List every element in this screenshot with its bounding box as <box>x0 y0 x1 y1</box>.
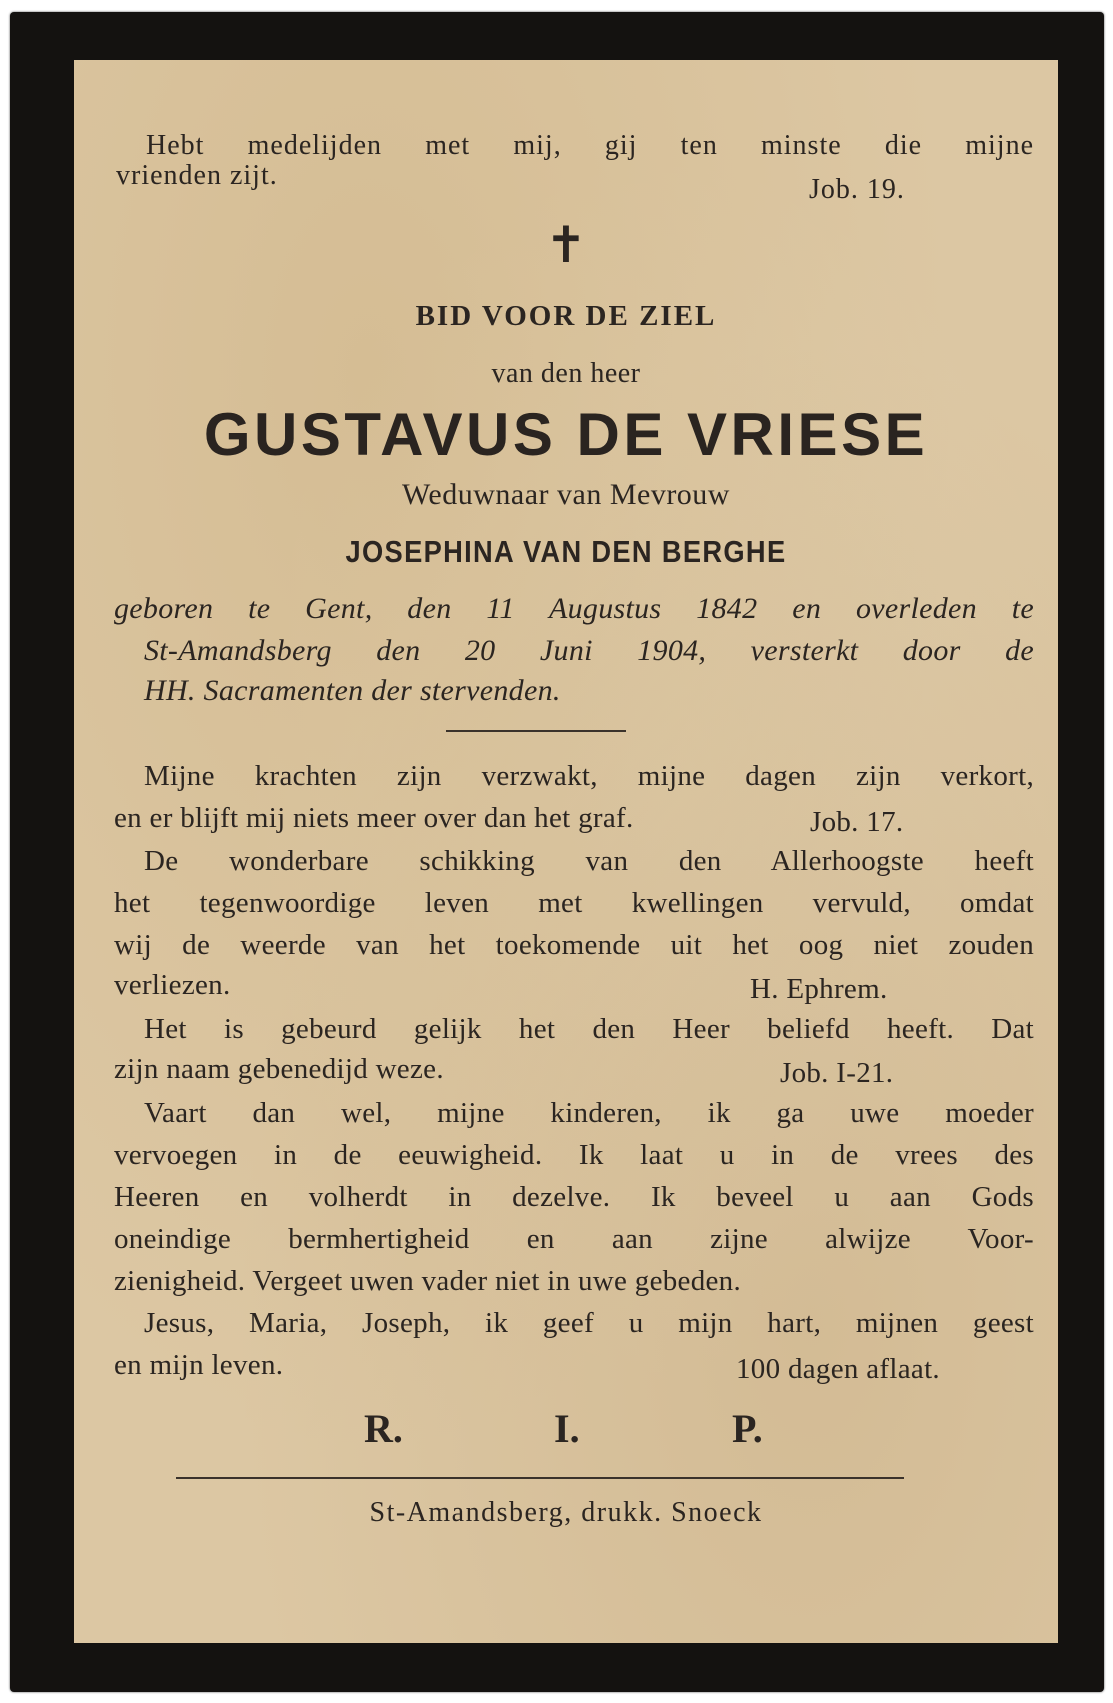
epigraph-reference: Job. 19. <box>809 174 905 205</box>
quote-2-line-1: De wonderbare schikking van den Allerhoogste heeft <box>144 845 1034 877</box>
quote-4-line-2: vervoegen in de eeuwigheid. Ik laat u in de vrees des <box>114 1139 1034 1171</box>
quote-4-line-4: oneindige bermhertigheid en aan zijne alwijze Voor- <box>114 1223 1034 1255</box>
van-den-heer: van den heer <box>491 358 641 389</box>
quote-5-reference: 100 dagen aflaat. <box>736 1353 940 1385</box>
quote-3-line-2: zijn naam gebenedijd weze. <box>114 1053 444 1085</box>
quote-2-line-3: wij de weerde van het toekomende uit het oog niet zouden <box>114 929 1034 961</box>
quote-1-line-1: Mijne krachten zijn verzwakt, mijne dagen zijn verkort, <box>144 760 1034 792</box>
quote-3-line-1: Het is gebeurd gelijk het den Heer beliefd heeft. Dat <box>144 1013 1034 1045</box>
quote-4-line-3: Heeren en volherdt in dezelve. Ik beveel u aan Gods <box>114 1181 1034 1213</box>
card-paper <box>74 60 1058 1643</box>
rip-p: P. <box>732 1406 763 1451</box>
prayer-heading: BID VOOR DE ZIEL <box>415 300 717 332</box>
divider-short <box>446 730 626 732</box>
quote-2-line-2: het tegenwoordige leven met kwellingen vervuld, omdat <box>114 887 1034 919</box>
quote-2-reference: H. Ephrem. <box>750 973 888 1005</box>
cross-icon: ✝ <box>545 217 587 273</box>
quote-5-line-1: Jesus, Maria, Joseph, ik geef u mijn hart, mijnen geest <box>144 1307 1034 1339</box>
rip-i: I. <box>554 1406 580 1451</box>
printer-credit: St-Amandsberg, drukk. Snoeck <box>369 1497 763 1528</box>
rip-r: R. <box>364 1406 403 1451</box>
quote-4-line-1: Vaart dan wel, mijne kinderen, ik ga uwe moeder <box>144 1097 1034 1129</box>
quote-1-reference: Job. 17. <box>810 806 904 838</box>
spouse-name: JOSEPHINA VAN DEN BERGHE <box>345 534 787 569</box>
deceased-name: GUSTAVUS DE VRIESE <box>203 401 929 468</box>
biography-line-2: St-Amandsberg den 20 Juni 1904, versterkt door de <box>144 634 1034 667</box>
epigraph-line-1: Hebt medelijden met mij, gij ten minste die mijne <box>146 130 1034 161</box>
divider-long <box>176 1477 904 1479</box>
widower-of: Weduwnaar van Mevrouw <box>402 478 730 511</box>
biography-line-3: HH. Sacramenten der stervenden. <box>144 674 561 707</box>
quote-4-line-5: zienigheid. Vergeet uwen vader niet in uwe gebeden. <box>114 1265 742 1297</box>
mourning-card <box>10 12 1104 1692</box>
quote-3-reference: Job. I-21. <box>780 1057 894 1089</box>
epigraph-line-2: vrienden zijt. <box>116 160 278 191</box>
quote-2-line-4: verliezen. <box>114 969 231 1001</box>
quote-1-line-2: en er blijft mij niets meer over dan het graf. <box>114 802 634 834</box>
quote-5-line-2: en mijn leven. <box>114 1349 284 1381</box>
biography-line-1: geboren te Gent, den 11 Augustus 1842 en overleden te <box>114 592 1034 625</box>
